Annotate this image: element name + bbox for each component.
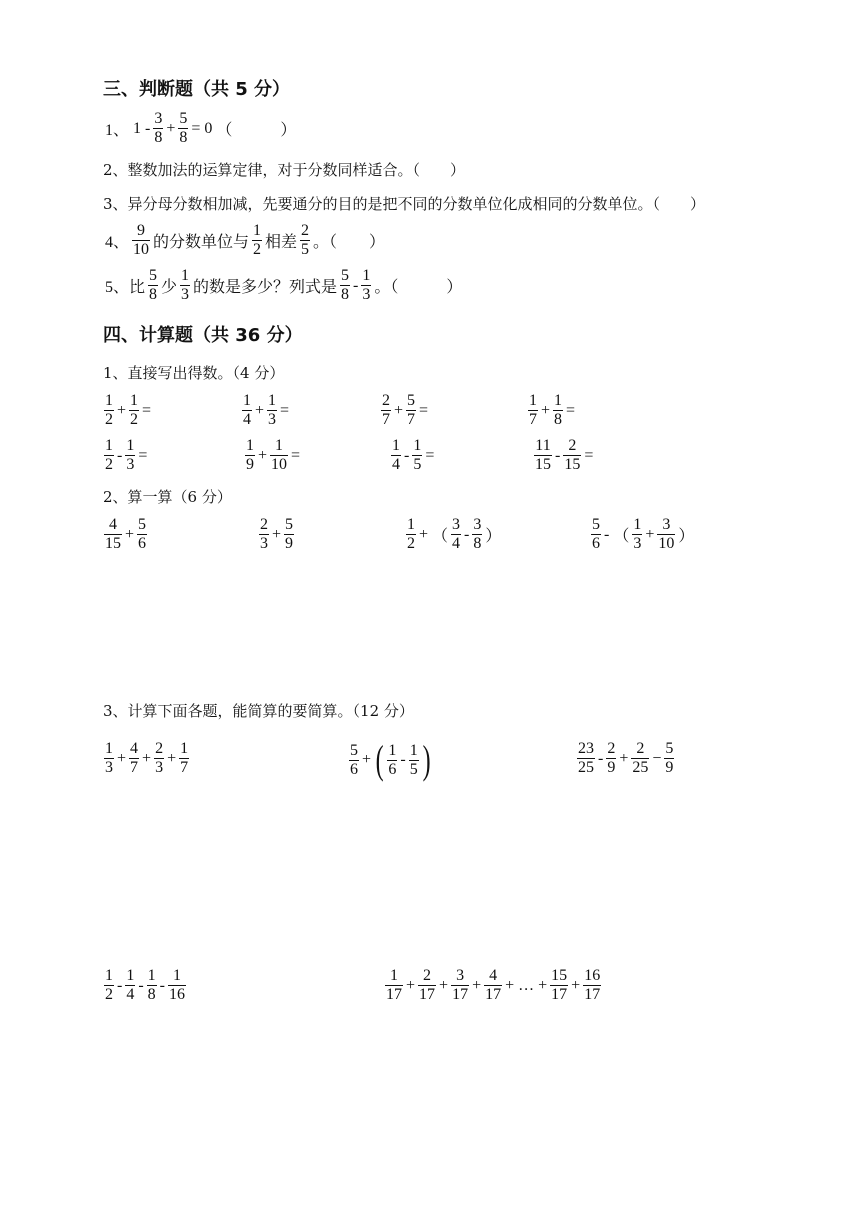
numerator: 1 <box>253 222 262 239</box>
math-symbol: 的分数单位与 <box>153 234 250 251</box>
denominator: 7 <box>180 759 189 776</box>
denominator: 3 <box>105 759 113 776</box>
numerator: 1 <box>126 967 135 984</box>
direct-calc-3 <box>380 392 430 429</box>
fraction <box>242 392 252 429</box>
numerator: 16 <box>584 967 601 984</box>
fraction <box>252 222 262 259</box>
calc-3-3 <box>576 740 675 777</box>
fraction <box>104 392 114 429</box>
numerator: 1 <box>388 741 397 759</box>
numerator: 5 <box>341 267 350 284</box>
numerator: 1 <box>633 516 642 533</box>
denominator: 8 <box>554 411 563 428</box>
denominator: 6 <box>388 760 397 778</box>
math-symbol: - <box>138 976 144 994</box>
fraction <box>406 516 416 553</box>
fraction <box>349 742 359 779</box>
section-4-title: 四、计算题（共 36 分） <box>103 325 303 346</box>
math-symbol: 少 <box>161 279 178 296</box>
fraction <box>132 222 150 259</box>
denominator: 6 <box>350 760 358 778</box>
fraction <box>387 742 397 779</box>
fraction <box>154 740 164 777</box>
denominator: 2 <box>407 535 415 552</box>
numerator: 15 <box>551 967 568 984</box>
fraction <box>631 740 649 777</box>
denominator: 17 <box>386 986 402 1003</box>
math-symbol: - <box>353 276 359 294</box>
fraction <box>534 437 552 474</box>
denominator: 8 <box>149 286 158 303</box>
fraction <box>606 740 616 777</box>
math-symbol: 。（ ） <box>313 234 386 251</box>
math-symbol: + <box>406 976 416 994</box>
fraction <box>550 967 568 1004</box>
denominator: 8 <box>473 535 482 552</box>
math-symbol: = <box>280 401 290 419</box>
calc-2-2 <box>258 516 295 553</box>
numerator: 4 <box>484 967 502 986</box>
math-symbol: + <box>619 749 629 767</box>
denominator: 5 <box>409 760 418 778</box>
numerator: 5 <box>407 392 416 409</box>
numerator: 2 <box>260 516 268 533</box>
numerator: 1 <box>270 437 288 456</box>
math-symbol: + <box>541 401 551 419</box>
math-symbol: = <box>291 446 301 464</box>
numerator: 5 <box>285 516 294 533</box>
numerator: 4 <box>104 516 122 535</box>
fraction <box>245 437 255 474</box>
fraction <box>125 437 135 474</box>
numerator: 2 <box>631 740 649 759</box>
fraction <box>104 967 114 1004</box>
fraction <box>657 516 675 553</box>
denominator: 2 <box>253 241 262 258</box>
judge-question-4 <box>103 222 387 259</box>
numerator: 2 <box>382 392 390 409</box>
math-symbol: + <box>125 525 135 543</box>
numerator: 5 <box>138 516 147 533</box>
fraction <box>168 967 186 1004</box>
fraction <box>418 967 436 1004</box>
fraction <box>583 967 601 1004</box>
math-symbol: + <box>117 749 127 767</box>
denominator: 10 <box>133 241 150 258</box>
denominator: 7 <box>130 759 139 776</box>
math-symbol: - <box>404 446 410 464</box>
fraction <box>259 516 269 553</box>
numerator: 4 <box>130 740 139 757</box>
fraction <box>528 392 538 429</box>
numerator: 1 <box>246 437 254 454</box>
calc-2-3 <box>405 516 503 553</box>
direct-calc-2 <box>241 392 291 429</box>
denominator: 4 <box>392 456 400 473</box>
denominator: 10 <box>658 535 675 552</box>
fraction <box>284 516 294 553</box>
math-symbol: - <box>464 525 470 543</box>
numerator: 1 <box>130 392 139 409</box>
numerator: 1 <box>554 392 563 409</box>
denominator: 9 <box>607 759 616 776</box>
fraction <box>148 267 158 304</box>
fraction <box>300 222 310 259</box>
numerator: 9 <box>132 222 150 241</box>
fraction <box>451 516 461 553</box>
denominator: 7 <box>382 411 390 428</box>
denominator: 15 <box>535 456 551 473</box>
numerator: 3 <box>452 516 461 533</box>
math-symbol: ( <box>375 737 384 782</box>
math-symbol: + <box>419 525 429 543</box>
math-symbol: 的数是多少？列式是 <box>193 279 338 296</box>
denominator: 3 <box>362 286 371 303</box>
numerator: 1 <box>105 967 113 984</box>
denominator: 5 <box>413 456 422 473</box>
math-symbol: - <box>555 446 561 464</box>
fraction <box>406 392 416 429</box>
numerator: 1 <box>105 437 113 454</box>
fraction <box>104 437 114 474</box>
fraction <box>153 110 163 147</box>
numerator: 5 <box>592 516 600 533</box>
judge-question-5 <box>103 267 464 304</box>
denominator: 3 <box>126 456 135 473</box>
part-1-label: 1、直接写出得数。（4 分） <box>103 364 285 382</box>
math-symbol: = <box>566 401 576 419</box>
denominator: 7 <box>529 411 537 428</box>
math-symbol: ） <box>678 528 695 545</box>
denominator: 5 <box>301 241 310 258</box>
numerator: 5 <box>179 110 188 127</box>
direct-calc-4 <box>527 392 577 429</box>
fraction <box>381 392 391 429</box>
math-symbol: + <box>538 976 548 994</box>
math-symbol: − <box>652 749 662 767</box>
numerator: 2 <box>155 740 164 757</box>
math-symbol: - <box>598 749 604 767</box>
calc-3-5 <box>384 967 602 1004</box>
denominator: 25 <box>632 759 649 776</box>
denominator: 3 <box>181 286 190 303</box>
fraction <box>147 967 157 1004</box>
judge-question-1 <box>103 110 298 147</box>
denominator: 6 <box>138 535 147 552</box>
denominator: 10 <box>271 456 288 473</box>
denominator: 4 <box>243 411 251 428</box>
denominator: 25 <box>578 759 594 776</box>
fraction <box>340 267 350 304</box>
numerator: 11 <box>535 437 551 454</box>
denominator: 9 <box>246 456 254 473</box>
denominator: 3 <box>268 411 277 428</box>
calc-2-1 <box>103 516 148 553</box>
direct-calc-5 <box>103 437 149 474</box>
numerator: 1 <box>362 267 371 284</box>
fraction <box>137 516 147 553</box>
numerator: 1 <box>243 392 251 409</box>
denominator: 8 <box>154 129 163 146</box>
math-symbol: - <box>400 751 406 768</box>
fraction <box>178 110 188 147</box>
numerator: 3 <box>657 516 675 535</box>
denominator: 17 <box>452 986 469 1003</box>
part-3-label: 3、计算下面各题，能简算的要简算。（12 分） <box>103 702 414 720</box>
denominator: 8 <box>341 286 350 303</box>
fraction <box>484 967 502 1004</box>
calc-3-1 <box>103 740 190 777</box>
calc-3-4 <box>103 967 187 1004</box>
math-symbol: - <box>117 976 123 994</box>
numerator: 2 <box>418 967 436 986</box>
math-symbol: … <box>518 976 535 994</box>
calc-2-4 <box>590 516 696 553</box>
section-3-title: 三、判断题（共 5 分） <box>103 79 291 100</box>
fraction <box>577 740 595 777</box>
fraction <box>472 516 482 553</box>
denominator: 4 <box>126 986 135 1003</box>
denominator: 17 <box>584 986 601 1003</box>
denominator: 9 <box>665 759 674 776</box>
numerator: 2 <box>563 437 581 456</box>
math-symbol: = <box>138 446 148 464</box>
denominator: 17 <box>485 986 502 1003</box>
numerator: 1 <box>392 437 400 454</box>
fraction <box>385 967 403 1004</box>
fraction <box>591 516 601 553</box>
numerator: 2 <box>301 222 310 239</box>
math-symbol: + <box>505 976 515 994</box>
math-symbol: + <box>472 976 482 994</box>
math-symbol: 1 <box>133 119 142 137</box>
fraction <box>125 967 135 1004</box>
math-symbol: = <box>584 446 594 464</box>
math-symbol: + <box>167 749 177 767</box>
math-symbol: 4、 <box>105 234 130 251</box>
fraction <box>129 740 139 777</box>
fraction <box>361 267 371 304</box>
numerator: 1 <box>407 516 415 533</box>
fraction <box>409 742 419 779</box>
numerator: 1 <box>409 741 418 759</box>
direct-calc-1 <box>103 392 153 429</box>
numerator: 5 <box>350 741 358 759</box>
numerator: 1 <box>268 392 277 409</box>
numerator: 3 <box>154 110 163 127</box>
numerator: 2 <box>607 740 616 757</box>
judge-question-2: 2、整数加法的运算定律，对于分数同样适合。（ ） <box>103 161 466 179</box>
math-symbol: 5、比 <box>105 279 146 296</box>
numerator: 3 <box>473 516 482 533</box>
fraction <box>104 516 122 553</box>
math-symbol: （ <box>613 528 630 545</box>
numerator: 1 <box>126 437 135 454</box>
judge-question-3: 3、异分母分数相加减，先要通分的目的是把不同的分数单位化成相同的分数单位。（ ） <box>103 195 706 213</box>
numerator: 5 <box>665 740 674 757</box>
math-symbol: + <box>117 401 127 419</box>
denominator: 8 <box>147 986 156 1003</box>
math-symbol: 1、 <box>105 122 130 139</box>
fraction <box>632 516 642 553</box>
fraction <box>664 740 674 777</box>
denominator: 17 <box>551 986 568 1003</box>
math-symbol: 相差 <box>265 234 298 251</box>
math-symbol: 。（ ） <box>374 279 463 296</box>
fraction <box>451 967 469 1004</box>
numerator: 23 <box>578 740 594 757</box>
numerator: 1 <box>105 740 113 757</box>
math-symbol: + <box>394 401 404 419</box>
numerator: 1 <box>529 392 537 409</box>
numerator: 1 <box>181 267 190 284</box>
math-symbol: = <box>425 446 435 464</box>
math-symbol: ) <box>422 737 431 782</box>
denominator: 2 <box>130 411 139 428</box>
numerator: 3 <box>451 967 469 986</box>
direct-calc-6 <box>244 437 302 474</box>
denominator: 17 <box>419 986 436 1003</box>
denominator: 6 <box>592 535 600 552</box>
fraction <box>129 392 139 429</box>
math-symbol: + <box>362 751 372 768</box>
denominator: 16 <box>168 986 185 1003</box>
denominator: 2 <box>105 456 113 473</box>
denominator: 4 <box>452 535 461 552</box>
denominator: 3 <box>260 535 268 552</box>
math-symbol: - <box>159 976 165 994</box>
math-symbol: - <box>604 525 610 543</box>
fraction <box>179 740 189 777</box>
math-symbol: （ <box>432 528 449 545</box>
denominator: 2 <box>105 411 113 428</box>
denominator: 2 <box>105 986 113 1003</box>
math-symbol: + <box>166 119 176 137</box>
numerator: 1 <box>168 967 186 986</box>
math-symbol: + <box>255 401 265 419</box>
direct-calc-8 <box>533 437 595 474</box>
math-symbol: ） <box>485 528 502 545</box>
direct-calc-7 <box>390 437 436 474</box>
fraction <box>267 392 277 429</box>
numerator: 5 <box>149 267 158 284</box>
fraction <box>412 437 422 474</box>
numerator: 1 <box>147 967 156 984</box>
denominator: 7 <box>407 411 416 428</box>
numerator: 1 <box>180 740 189 757</box>
numerator: 1 <box>105 392 113 409</box>
calc-3-2 <box>348 737 433 782</box>
fraction <box>553 392 563 429</box>
math-symbol: = 0 <box>191 119 213 137</box>
fraction <box>270 437 288 474</box>
math-symbol: + <box>439 976 449 994</box>
math-symbol: - <box>117 446 123 464</box>
denominator: 15 <box>105 535 121 552</box>
fraction <box>563 437 581 474</box>
answer-blank[interactable]: （ ） <box>216 122 297 139</box>
math-symbol: + <box>571 976 581 994</box>
math-symbol: + <box>272 525 282 543</box>
math-symbol: + <box>645 525 655 543</box>
denominator: 15 <box>564 456 581 473</box>
numerator: 1 <box>413 437 422 454</box>
math-symbol: - <box>145 119 151 137</box>
denominator: 3 <box>155 759 164 776</box>
math-symbol: + <box>258 446 268 464</box>
numerator: 1 <box>385 967 403 986</box>
denominator: 8 <box>179 129 188 146</box>
part-2-label: 2、算一算（6 分） <box>103 488 232 506</box>
denominator: 3 <box>633 535 642 552</box>
math-symbol: = <box>142 401 152 419</box>
math-symbol: = <box>419 401 429 419</box>
denominator: 9 <box>285 535 294 552</box>
fraction <box>104 740 114 777</box>
fraction <box>391 437 401 474</box>
math-symbol: + <box>142 749 152 767</box>
fraction <box>180 267 190 304</box>
